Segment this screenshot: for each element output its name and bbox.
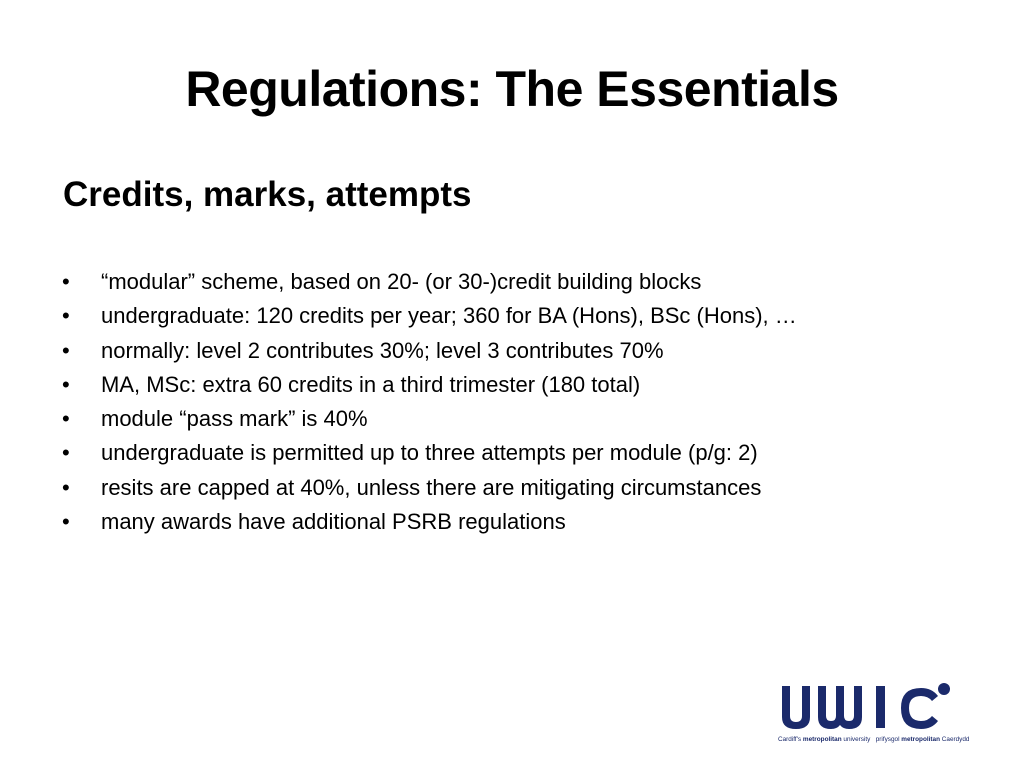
bullet-text: many awards have additional PSRB regulations bbox=[101, 509, 566, 535]
bullet-item bbox=[62, 265, 797, 299]
bullet-item bbox=[62, 471, 797, 505]
bullet-item bbox=[62, 299, 797, 333]
bullet-icon: • bbox=[62, 371, 70, 397]
bullet-icon: • bbox=[62, 406, 70, 432]
bullet-icon: • bbox=[62, 474, 70, 500]
bullet-text: MA, MSc: extra 60 credits in a third trimester (180 total) bbox=[101, 371, 641, 397]
bullet-item bbox=[62, 334, 797, 368]
bullet-list bbox=[62, 265, 797, 539]
uwic-logo bbox=[778, 680, 990, 750]
bullet-icon: • bbox=[62, 509, 70, 535]
caption-text: metropolitan bbox=[802, 736, 842, 743]
slide-title: Regulations: The Essentials bbox=[185, 61, 839, 117]
caption-text: Caerdydd bbox=[941, 736, 970, 743]
caption-text: prifysgol bbox=[875, 736, 900, 743]
bullet-icon: • bbox=[62, 303, 70, 329]
caption-text: Cardiff's bbox=[778, 736, 802, 743]
bullet-item bbox=[62, 436, 797, 470]
bullet-item bbox=[62, 402, 797, 436]
bullet-text: undergraduate: 120 credits per year; 360 for BA (Hons), BSc (Hons), … bbox=[101, 303, 797, 329]
caption-text: metropolitan bbox=[901, 736, 940, 743]
bullet-text: module “pass mark” is 40% bbox=[101, 406, 368, 432]
bullet-icon: • bbox=[62, 440, 70, 466]
bullet-icon: • bbox=[62, 337, 70, 363]
bullet-item bbox=[62, 505, 797, 539]
logo-caption bbox=[778, 736, 990, 743]
bullet-icon: • bbox=[62, 269, 70, 294]
bullet-text: normally: level 2 contributes 30%; level 3 contributes 70% bbox=[101, 337, 664, 363]
bullet-text: undergraduate is permitted up to three attempts per module (p/g: 2) bbox=[101, 440, 758, 466]
section-subtitle: Credits, marks, attempts bbox=[63, 175, 472, 214]
uwic-wordmark-icon bbox=[778, 680, 990, 732]
bullet-text: resits are capped at 40%, unless there are mitigating circumstances bbox=[101, 474, 762, 500]
bullet-item bbox=[62, 368, 797, 402]
caption-text: university bbox=[843, 736, 871, 743]
bullet-text: “modular” scheme, based on 20- (or 30-)credit building blocks bbox=[101, 269, 702, 294]
